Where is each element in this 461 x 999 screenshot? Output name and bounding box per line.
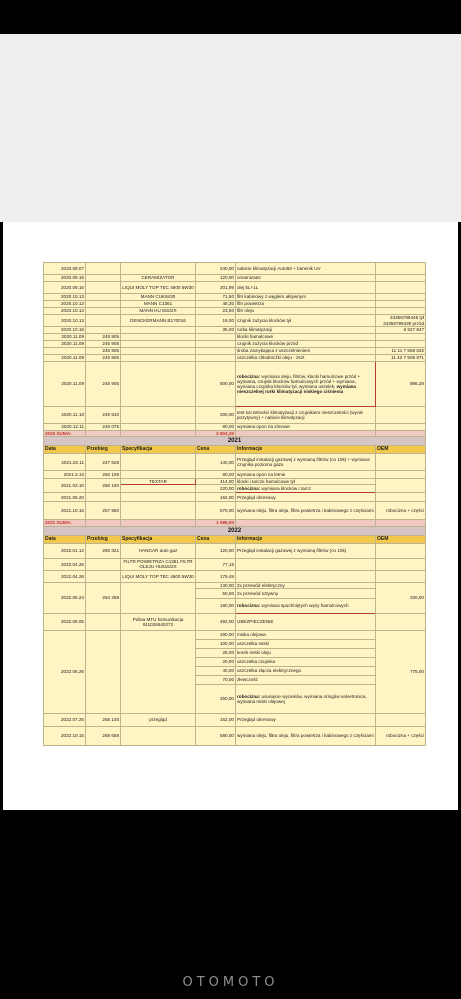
header-spec: Specyfikacja [121, 535, 196, 543]
table-row [44, 334, 426, 341]
mileage-cell [86, 282, 121, 294]
table-row [44, 713, 426, 726]
oem-cell: robocizna + części [376, 502, 426, 520]
date-cell: 2021.03.10 [44, 479, 86, 493]
spec-cell [121, 493, 196, 502]
mileage-cell [86, 613, 121, 630]
mileage-cell: 264 258 [86, 582, 121, 613]
info-cell [236, 485, 376, 493]
year-header-row [44, 526, 426, 535]
oem-cell [376, 275, 426, 282]
mileage-cell [86, 570, 121, 582]
text: usunięcie wycieków, wymiana oringów valvetronica, wymiana miski olejowej [237, 693, 367, 704]
mileage-cell [86, 315, 121, 327]
date-cell: 2021.3.10 [44, 471, 86, 479]
oem-cell [376, 301, 426, 308]
table-row [44, 543, 426, 558]
price-cell: 492,00 [196, 613, 236, 630]
price-cell: 580,00 [196, 726, 236, 745]
info-cell: Przegląd instalacji gazowej z wymianą filtrów (co 10k) [236, 543, 376, 558]
info-cell: czujnik zużycia klocków tył [236, 315, 376, 327]
table-row [44, 294, 426, 301]
oem-cell [376, 407, 426, 424]
table-row [44, 570, 426, 582]
price-cell [196, 341, 236, 348]
header-info: Informacje [236, 446, 376, 454]
date-cell: 2021.10.15 [44, 502, 86, 520]
info-cell: korek miski oleju [236, 648, 376, 657]
date-cell: 2022.10.15 [44, 726, 86, 745]
table-row [44, 493, 426, 502]
info-cell: filtr kabinowy z węglem aktywnym [236, 294, 376, 301]
mileage-cell [86, 308, 121, 315]
info-cell: filtr powietrza [236, 301, 376, 308]
oem-cell: 896,29 [376, 362, 426, 407]
bold-text: robocizna: [237, 603, 261, 609]
mileage-cell [86, 493, 121, 502]
sum-label: 2020 SUMA: [44, 431, 86, 437]
table-row [44, 263, 426, 275]
table-row [44, 301, 426, 308]
oem-cell [376, 294, 426, 301]
date-cell: 2022.04.26 [44, 570, 86, 582]
price-cell: 201,99 [196, 282, 236, 294]
price-cell: 220,00 [196, 485, 236, 493]
price-cell [196, 334, 236, 341]
oem-cell: robocizna + części [376, 726, 426, 745]
bold-text: robocizna: [237, 486, 261, 492]
mileage-cell [86, 327, 121, 334]
oem-cell [376, 479, 426, 493]
spec-cell: FILTR POWIETRZA C1361 FILTR OLEJU HU815/2X [121, 558, 196, 570]
spec-cell [121, 327, 196, 334]
price-cell: 414,00 [196, 479, 236, 485]
mileage-cell: 245 905 [86, 341, 121, 348]
spec-cell [121, 630, 196, 713]
price-cell: 140,00 [196, 454, 236, 471]
mileage-cell: 250 109 [86, 471, 121, 479]
mileage-cell [86, 301, 121, 308]
info-cell: wymiana opon na letnie [236, 471, 376, 479]
price-cell: 35,00 [196, 327, 236, 334]
watermark: OTOMOTO [182, 975, 279, 990]
text: wymiana oleju, filtrów, klocki hamulcowe przód + wymiana, czujnik klocków hamulcowych przód + wymiana, wymiana czujnika klocków tył, wymiana uszelek, [237, 373, 361, 389]
info-cell: Przegląd okresowy [236, 493, 376, 502]
year-header: 2022 [44, 526, 426, 535]
oem-cell: 775,00 [376, 630, 426, 713]
header-spec: Specyfikacja [121, 446, 196, 454]
year-header: 2021 [44, 437, 426, 446]
spec-cell: MANN C1361 [121, 301, 196, 308]
price-cell: 162,00 [196, 493, 236, 502]
info-cell [236, 598, 376, 613]
price-cell: 100,00 [196, 639, 236, 648]
info-cell: UBEZPIECZENIE [236, 613, 376, 630]
header-price: Cena [196, 535, 236, 543]
spec-cell [121, 263, 196, 275]
date-cell: 2022.04.26 [44, 558, 86, 570]
bottom-area [0, 810, 461, 999]
info-cell: 2x przewód elektryczny [236, 582, 376, 588]
price-cell: 162,00 [196, 713, 236, 726]
table-row [44, 502, 426, 520]
price-cell: 120,00 [196, 275, 236, 282]
table-row [44, 308, 426, 315]
spec-cell [121, 334, 196, 341]
oem-cell [376, 334, 426, 341]
oem-cell [376, 558, 426, 570]
date-cell: 2021.06.20 [44, 493, 86, 502]
table-row [44, 315, 426, 327]
date-cell: 2020.11.09 [44, 334, 86, 341]
info-cell: wymiana opon na zimowe [236, 424, 376, 431]
price-cell: 250,00 [196, 684, 236, 713]
date-cell: 2020.10.13 [44, 308, 86, 315]
price-cell: 290,00 [196, 630, 236, 639]
text: wymiana spuchniętych węży hamulcowych [260, 603, 349, 609]
info-cell: czujnik zużycia klocków przód [236, 341, 376, 348]
mileage-cell [86, 294, 121, 301]
info-cell: rurka klimatyzacji [236, 327, 376, 334]
price-cell: 80,00 [196, 471, 236, 479]
price-cell: 570,00 [196, 502, 236, 520]
spec-cell [121, 348, 196, 355]
text: wymiana klocków i tarcz [260, 486, 311, 492]
mileage-cell: 250 150 [86, 479, 121, 493]
spec-cell [121, 485, 196, 493]
oem-cell: 34356789445 tył 34356789439 przód [376, 315, 426, 327]
column-header-row [44, 535, 426, 543]
date-cell: 2021.02.11 [44, 454, 86, 471]
date-cell: 2020.12.11 [44, 424, 86, 431]
date-cell: 2020.10.18 [44, 327, 86, 334]
spec-cell [121, 341, 196, 348]
oem-cell: 11 11 7 558 632 [376, 348, 426, 355]
date-cell: 2020.11.09 [44, 355, 86, 362]
bold-text: robocizna: [237, 693, 261, 699]
mileage-cell: 246 075 [86, 424, 121, 431]
column-header-row [44, 446, 426, 454]
table-row [44, 327, 426, 334]
info-cell: klocki i tarcze hamulcowe tył [236, 479, 376, 485]
spec-cell [121, 407, 196, 424]
bold-text: robocizna: [237, 373, 261, 379]
mileage-cell: 245 905 [86, 348, 121, 355]
header-oem: OEM [376, 446, 426, 454]
info-cell: olej 5L+1L [236, 282, 376, 294]
price-cell: 179,49 [196, 570, 236, 582]
info-cell: Przegląd okresowy [236, 713, 376, 726]
oem-cell [376, 493, 426, 502]
spec-cell: przegląd [121, 713, 196, 726]
price-cell: 71,50 [196, 294, 236, 301]
mileage-cell: 265 145 [86, 713, 121, 726]
oem-cell: 6 927 847 [376, 327, 426, 334]
service-log-photo [3, 222, 458, 810]
top-bar [0, 0, 461, 34]
table-row [44, 558, 426, 570]
table-row [44, 630, 426, 639]
table-row [44, 407, 426, 424]
sum-value: 1 586,00 [196, 520, 236, 526]
price-cell: 180,00 [196, 598, 236, 613]
date-cell: 2022.07.25 [44, 713, 86, 726]
price-cell: 40,00 [196, 666, 236, 675]
mileage-cell: 245 905 [86, 362, 121, 407]
info-cell: Przegląd instalacji gazowej z wymianą filtrów (co 10k) + wymiana czujnika poziomu gazu [236, 454, 376, 471]
oem-cell [376, 713, 426, 726]
price-cell: 70,00 [196, 675, 236, 684]
bold-text: wymiana nieszczelnej rurki klimatyzacji niskiego ciśnienia [237, 384, 356, 395]
mileage-cell: 268 658 [86, 726, 121, 745]
spec-cell [121, 471, 196, 479]
table-row [44, 454, 426, 471]
header-date: Data [44, 446, 86, 454]
mileage-cell: 245 910 [86, 407, 121, 424]
oem-cell [376, 471, 426, 479]
oem-cell [376, 570, 426, 582]
date-cell: 2020.08.07 [44, 263, 86, 275]
date-cell: 2020.11.09 [44, 362, 86, 407]
info-cell: uszczelka miski [236, 639, 376, 648]
info-cell: ceramizator [236, 275, 376, 282]
spec-cell [121, 355, 196, 362]
header-oem: OEM [376, 535, 426, 543]
price-cell: 240,00 [196, 263, 236, 275]
info-cell [236, 362, 376, 407]
table-row [44, 348, 426, 355]
price-cell: 80,00 [196, 424, 236, 431]
spec-cell: CERAMIZATOR [121, 275, 196, 282]
price-cell: 50,00 [196, 588, 236, 598]
info-cell: złewczość [236, 675, 376, 684]
date-cell: 2020.10.13 [44, 315, 86, 327]
table-row [44, 613, 426, 630]
spec-cell: MANN CUK8430 [121, 294, 196, 301]
header-date: Data [44, 535, 86, 543]
price-cell: 20,00 [196, 657, 236, 666]
table-row [44, 282, 426, 294]
oem-cell [376, 543, 426, 558]
spec-cell [121, 726, 196, 745]
price-cell: 500,00 [196, 362, 236, 407]
info-cell: uszczelka chłodnicźki oleju - 2szt [236, 355, 376, 362]
spec-cell [121, 502, 196, 520]
service-table [43, 262, 426, 746]
oem-cell [376, 613, 426, 630]
date-cell [44, 348, 86, 355]
spec-cell: MANN HU 815/2X [121, 308, 196, 315]
service-table-container [43, 262, 425, 746]
info-cell: test szczelności klimatyzacji z czujnikiem nieszczelości (wynik pozytywny) + nabicie klimatyzacji [236, 407, 376, 424]
info-cell: nabicie klimatyzacji Auto50 + barwnik UV [236, 263, 376, 275]
mileage-cell [86, 275, 121, 282]
info-cell [236, 684, 376, 713]
price-cell [196, 355, 236, 362]
table-row [44, 355, 426, 362]
price-cell: 25,00 [196, 648, 236, 657]
spec-cell [121, 424, 196, 431]
spec-cell: HANGAR auto gaz [121, 543, 196, 558]
price-cell: 48,30 [196, 301, 236, 308]
info-cell: wymiana oleju, filtra oleju, filtra powietrza i kabinowego z częściami [236, 502, 376, 520]
oem-cell [376, 424, 426, 431]
table-row [44, 362, 426, 407]
mileage-cell [86, 263, 121, 275]
sum-label: 2021 SUMA: [44, 520, 86, 526]
info-cell: filtr oleju [236, 308, 376, 315]
date-cell: 2020.11.09 [44, 341, 86, 348]
info-cell: śruba zamykająca z uszczelnieniem [236, 348, 376, 355]
year-header-row [44, 437, 426, 446]
header-mileage: Przebieg [86, 446, 121, 454]
info-cell [236, 558, 376, 570]
price-cell: 130,00 [196, 582, 236, 588]
info-cell: klocki hamulcowe [236, 334, 376, 341]
info-cell: uszczelka złącza elektrycznego [236, 666, 376, 675]
table-row [44, 424, 426, 431]
date-cell: 2022.01.12 [44, 543, 86, 558]
image-background [0, 34, 461, 222]
oem-cell [376, 341, 426, 348]
date-cell: 2020.10.13 [44, 294, 86, 301]
price-cell: 120,00 [196, 543, 236, 558]
oem-cell [376, 308, 426, 315]
oem-cell: 11 42 7 508 971 [376, 355, 426, 362]
info-cell [236, 570, 376, 582]
header-info: Informacje [236, 535, 376, 543]
oem-cell [376, 282, 426, 294]
info-cell: 2x przewód sztywny [236, 588, 376, 598]
price-cell: 200,00 [196, 407, 236, 424]
oem-cell [376, 454, 426, 471]
mileage-cell: 247 628 [86, 454, 121, 471]
spec-cell [121, 362, 196, 407]
date-cell: 2020.09.16 [44, 282, 86, 294]
date-cell: 2022.06.26 [44, 630, 86, 713]
date-cell: 2020.10.13 [44, 301, 86, 308]
service-table-body [44, 263, 426, 746]
spec-cell: LIQUI MOLY TOP TEC 4600 5W30 [121, 570, 196, 582]
table-row [44, 471, 426, 479]
header-price: Cena [196, 446, 236, 454]
price-cell: 23,50 [196, 308, 236, 315]
mileage-cell [86, 558, 121, 570]
table-row [44, 341, 426, 348]
info-cell: wymiana oleju, filtra oleju, filtra powietrza i kabinowego z częściami [236, 726, 376, 745]
price-cell: 16,00 [196, 315, 236, 327]
mileage-cell [86, 630, 121, 713]
spec-cell: TEXTAR [121, 479, 196, 485]
table-row [44, 275, 426, 282]
mileage-cell: 260 321 [86, 543, 121, 558]
price-cell: 77,15 [196, 558, 236, 570]
table-row [44, 726, 426, 745]
date-cell: 2020.09.16 [44, 275, 86, 282]
spec-cell [121, 582, 196, 613]
info-cell: miska olejowa [236, 630, 376, 639]
spec-cell [121, 454, 196, 471]
oem-cell [376, 263, 426, 275]
sum-value: 2 804,29 [196, 431, 236, 437]
header-mileage: Przebieg [86, 535, 121, 543]
mileage-cell: 245 905 [86, 355, 121, 362]
date-cell: 2022.05.24 [44, 582, 86, 613]
info-cell: uszczelka czujnika [236, 657, 376, 666]
spec-cell: LIQUI MOLY TOP TEC 4600 5W30 [121, 282, 196, 294]
spec-cell: Polisa MTU komunikacja 911026640272 [121, 613, 196, 630]
oem-cell: 320,00 [376, 582, 426, 613]
spec-cell: DENCKERMANN B170016 [121, 315, 196, 327]
price-cell [196, 348, 236, 355]
date-cell: 2020.11.10 [44, 407, 86, 424]
mileage-cell: 245 905 [86, 334, 121, 341]
mileage-cell: 257 950 [86, 502, 121, 520]
date-cell: 2022.06.05 [44, 613, 86, 630]
